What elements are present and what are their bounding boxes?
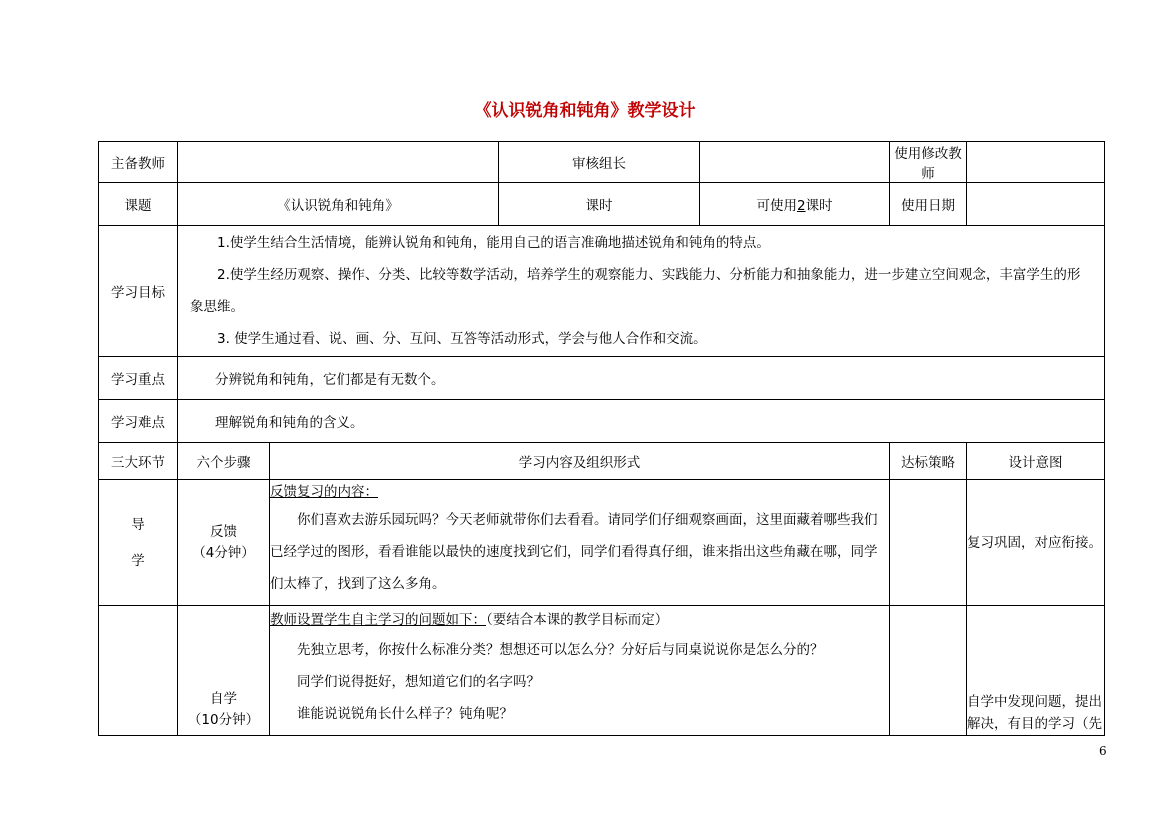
topic-label: 课题 [99, 183, 178, 226]
objectives-label: 学习目标 [99, 226, 178, 357]
hours-number: 2 [796, 198, 806, 214]
intent-column-header: 设计意图 [967, 443, 1105, 480]
date-value [967, 183, 1105, 226]
self-study-step-name: 自学 [210, 691, 237, 707]
steps-column-header: 六个步骤 [178, 443, 270, 480]
hours-suffix: 课时 [805, 198, 833, 214]
feedback-heading: 反馈复习的内容： [270, 484, 378, 500]
self-study-step-cell [178, 606, 270, 736]
self-study-intent: 自学中发现问题，提出解决，有目的学习（先 [967, 606, 1105, 736]
difficulty-text: 理解锐角和钝角的含义。 [178, 400, 1105, 443]
lesson-plan-table [98, 141, 1105, 736]
self-study-heading-note: （要结合本课的教学目标而定） [486, 612, 669, 628]
topic-value: 《认识锐角和钝角》 [178, 183, 499, 226]
self-study-line: 同学们说得挺好，想知道它们的名字吗？ [297, 674, 540, 690]
review-group-label: 审核组长 [499, 142, 700, 183]
objective-item: 3. 使学生通过看、说、画、分、互问、互答等活动形式，学会与他人合作和交流。 [217, 331, 707, 347]
difficulty-label: 学习难点 [99, 400, 178, 443]
column-header-row [99, 443, 1105, 480]
content-column-header: 学习内容及组织形式 [270, 443, 890, 480]
stage-guide-char: 学 [131, 552, 145, 569]
key-point-text: 分辨锐角和钝角，它们都是有无数个。 [178, 357, 1105, 400]
feedback-row [99, 480, 1105, 606]
header-row-2 [99, 183, 1105, 226]
feedback-strategy [890, 480, 967, 606]
stage-empty-cell [99, 606, 178, 736]
stage-guide-cell [99, 480, 178, 606]
self-study-content [270, 606, 890, 736]
objective-item: 2.使学生经历观察、操作、分类、比较等数学活动，培养学生的观察能力、实践能力、分析能力和抽象能力，进一步建立空间观念，丰富学生的形象思维。 [190, 267, 1081, 315]
modify-teacher-value [967, 142, 1105, 183]
objectives-row [99, 226, 1105, 357]
header-row-1 [99, 142, 1105, 183]
strategy-column-header: 达标策略 [890, 443, 967, 480]
feedback-intent: 复习巩固，对应衔接。 [967, 480, 1105, 606]
feedback-step-cell [178, 480, 270, 606]
self-study-heading: 教师设置学生自主学习的问题如下： [270, 612, 486, 628]
hours-label: 课时 [499, 183, 700, 226]
feedback-content [270, 480, 890, 606]
key-point-row [99, 357, 1105, 400]
document-title: 《认识锐角和钝角》教学设计 [474, 101, 696, 121]
date-label: 使用日期 [890, 183, 967, 226]
self-study-line: 先独立思考，你按什么标准分类？想想还可以怎么分？分好后与同桌说说你是怎么分的？ [297, 642, 824, 658]
main-teacher-value [178, 142, 499, 183]
page-number: 6 [1099, 744, 1107, 758]
main-teacher-label: 主备教师 [99, 142, 178, 183]
key-point-label: 学习重点 [99, 357, 178, 400]
objectives-content [178, 226, 1105, 357]
modify-teacher-label: 使用修改教师 [890, 142, 967, 183]
review-group-value [700, 142, 890, 183]
self-study-step-time: （10分钟） [187, 712, 260, 728]
self-study-row [99, 606, 1105, 736]
self-study-line: 谁能说说锐角长什么样子？钝角呢？ [297, 706, 513, 722]
feedback-step-name: 反馈 [210, 523, 237, 540]
difficulty-row [99, 400, 1105, 443]
feedback-step-time: （4分钟） [192, 544, 255, 561]
feedback-body: 你们喜欢去游乐园玩吗？今天老师就带你们去看看。请同学们仔细观察画面，这里面藏着哪些我们已经学过的图形，看看谁能以最快的速度找到它们，同学们看得真仔细，谁来指出这些角藏在哪，同学们太棒了，找到了这么多角。 [270, 512, 878, 592]
self-study-heading-line [270, 606, 889, 634]
hours-prefix: 可使用 [756, 198, 797, 214]
stage-guide-char: 导 [131, 516, 145, 533]
objective-item: 1.使学生结合生活情境，能辨认锐角和钝角，能用自己的语言准确地描述锐角和钝角的特点。 [217, 235, 770, 251]
self-study-strategy [890, 606, 967, 736]
stage-column-header: 三大环节 [99, 443, 178, 480]
hours-value [700, 183, 890, 226]
